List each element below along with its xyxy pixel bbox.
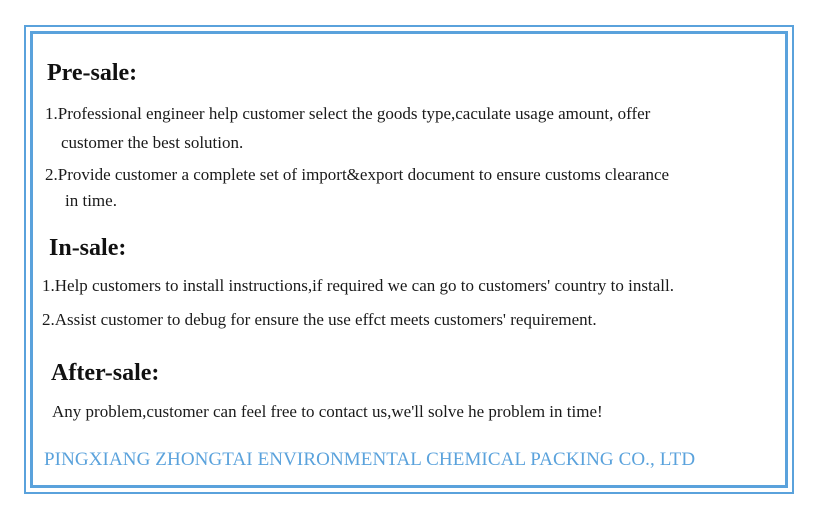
insale-item-1: 1.Help customers to install instructions,if required we can go to customers' country to install.: [42, 276, 674, 295]
insale-heading: In-sale:: [49, 235, 127, 261]
presale-item-1-line-2: customer the best solution.: [61, 133, 244, 152]
presale-heading: Pre-sale:: [47, 60, 138, 86]
presale-item-1-line-1: 1.Professional engineer help customer select the goods type,caculate usage amount, offer: [45, 104, 651, 123]
aftersale-heading: After-sale:: [51, 360, 160, 386]
company-name-footer: PINGXIANG ZHONGTAI ENVIRONMENTAL CHEMICAL PACKING CO., LTD: [44, 449, 696, 470]
insale-item-2: 2.Assist customer to debug for ensure the use effct meets customers' requirement.: [42, 310, 597, 329]
presale-item-2-line-2: in time.: [65, 191, 117, 210]
aftersale-text: Any problem,customer can feel free to contact us,we'll solve he problem in time!: [52, 402, 603, 421]
presale-item-2-line-1: 2.Provide customer a complete set of import&export document to ensure customs clearance: [45, 165, 670, 184]
